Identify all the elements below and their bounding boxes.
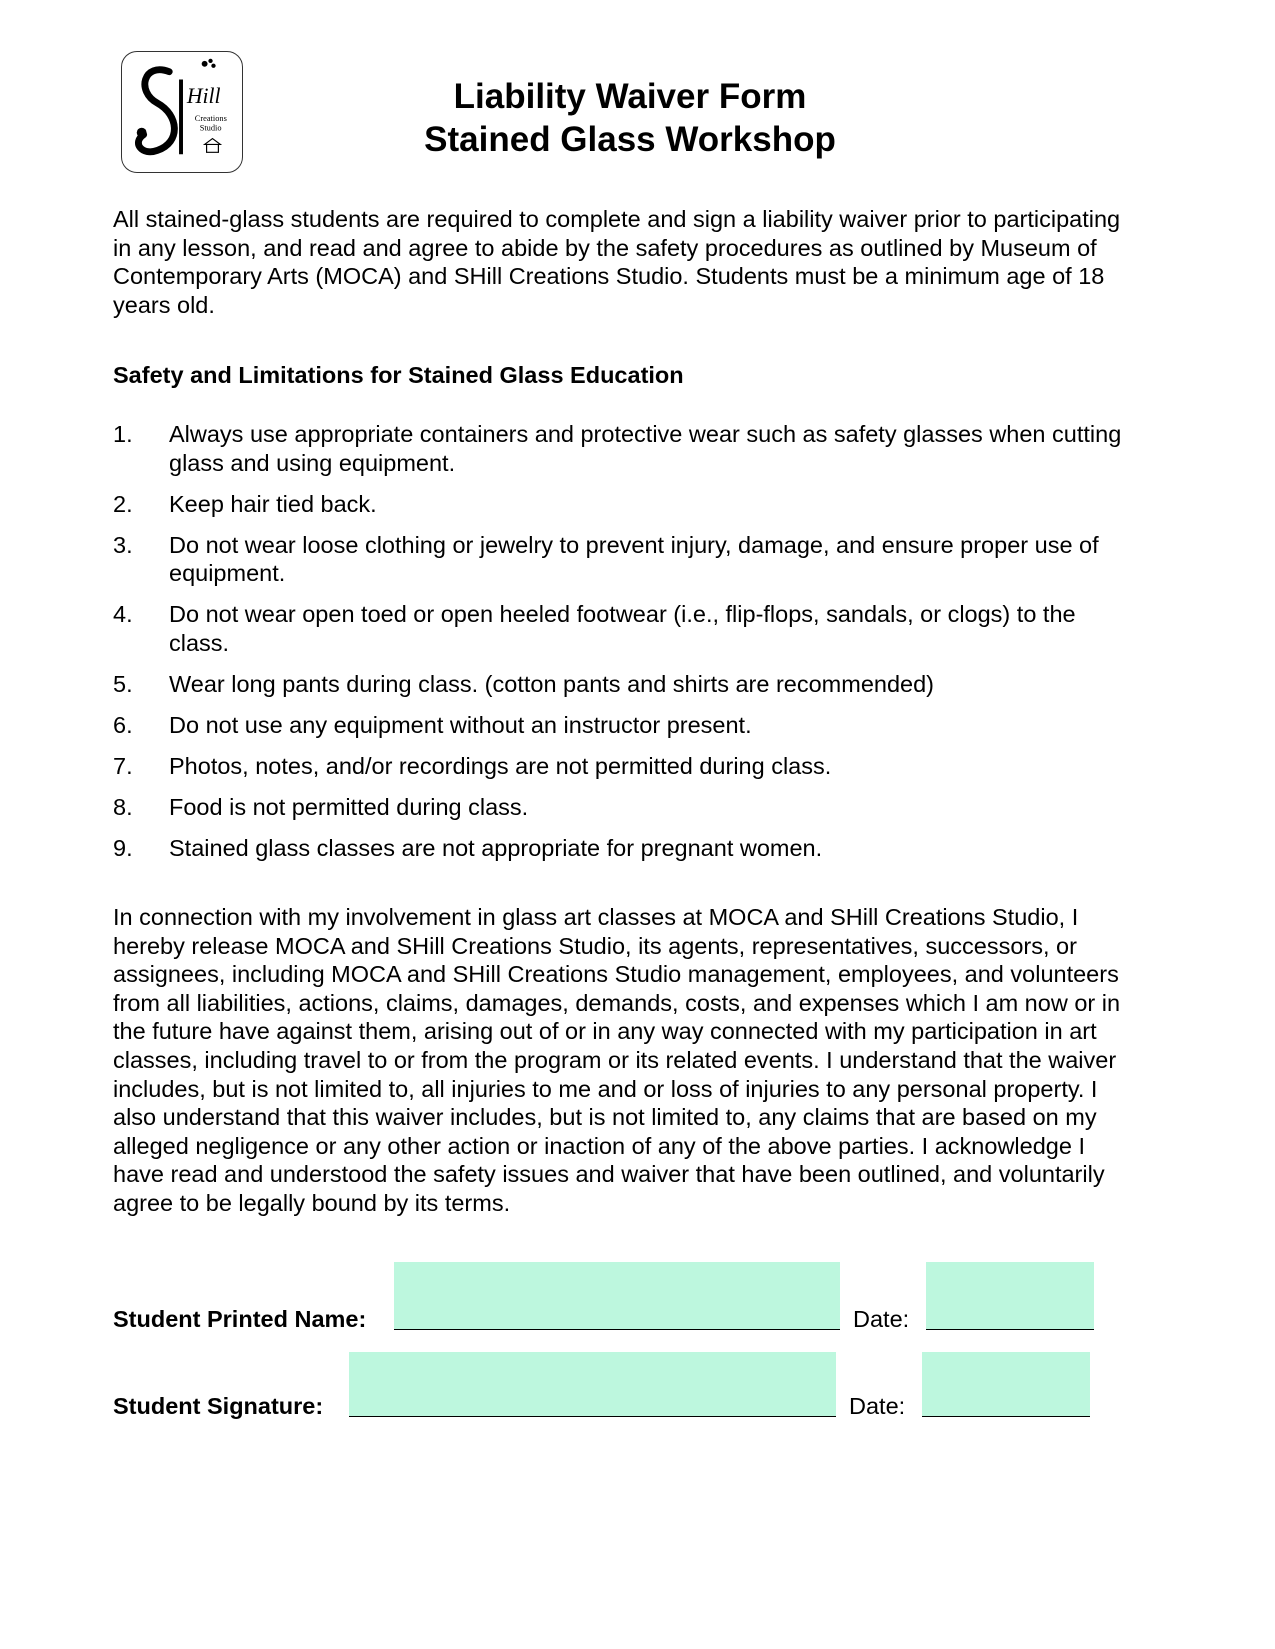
list-item-text: Keep hair tied back. bbox=[169, 490, 377, 517]
list-item-text: Stained glass classes are not appropriate for pregnant women. bbox=[169, 834, 823, 861]
list-item-number: 2. bbox=[113, 490, 133, 517]
logo-text-main: Hill bbox=[186, 84, 221, 109]
list-item bbox=[113, 600, 1123, 657]
list-item-number: 5. bbox=[113, 670, 133, 697]
list-item bbox=[113, 711, 1123, 740]
page-subtitle: Stained Glass Workshop bbox=[424, 120, 836, 159]
list-item-number: 3. bbox=[113, 531, 133, 558]
page-title: Liability Waiver Form bbox=[453, 77, 807, 116]
list-item-text: Do not wear loose clothing or jewelry to prevent injury, damage, and ensure proper use of equipment. bbox=[169, 531, 1099, 587]
studio-logo bbox=[121, 51, 243, 173]
list-item-text: Do not wear open toed or open heeled footwear (i.e., flip-flops, sandals, or clogs) to the class. bbox=[169, 601, 1076, 656]
list-item-number: 7. bbox=[113, 752, 133, 779]
signature-label: Student Signature: bbox=[113, 1393, 324, 1419]
printed-name-field[interactable] bbox=[394, 1262, 840, 1330]
logo-text-sub1: Creations bbox=[194, 113, 227, 123]
list-item bbox=[113, 752, 1123, 781]
date-label: Date: bbox=[853, 1306, 910, 1332]
list-item bbox=[113, 490, 1123, 519]
list-item-number: 8. bbox=[113, 793, 133, 820]
list-item-number: 4. bbox=[113, 601, 133, 628]
logo-graphic bbox=[122, 52, 242, 172]
list-item-text: Wear long pants during class. (cotton pants and shirts are recommended) bbox=[169, 670, 935, 697]
safety-rules-list bbox=[113, 420, 1123, 875]
list-item-number: 6. bbox=[113, 711, 133, 738]
printed-name-label: Student Printed Name: bbox=[113, 1306, 367, 1332]
printed-name-date-field[interactable] bbox=[926, 1262, 1094, 1330]
list-item-text: Photos, notes, and/or recordings are not permitted during class. bbox=[169, 752, 832, 779]
list-item bbox=[113, 420, 1123, 477]
list-item-text: Always use appropriate containers and protective wear such as safety glasses when cutting glass and using equipment. bbox=[169, 421, 1122, 476]
release-paragraph: In connection with my involvement in glass art classes at MOCA and SHill Creations Studio, I hereby release MOCA and SHill Creations Studio, its agents, representatives, successors, or assignees, including MOCA and SHill Creations Studio management, employees, and volunteers from all liabilities, actions, claims, damages, demands, costs, and expenses which I am now or in the future have against them, arising out of or in any way connected with my participation in art classes, including travel to or from the program or its related events. I understand that the waiver includes, but is not limited to, all injuries to me and or loss of injuries to any personal property. I also understand that this waiver includes, but is not limited to, any claims that are based on my alleged negligence or any other action or inaction of any of the above parties. I acknowledge I have read and understood the safety issues and waiver that have been outlined, and voluntarily agree to be legally bound by its terms. bbox=[113, 904, 1121, 1216]
list-item bbox=[113, 834, 1123, 863]
safety-heading: Safety and Limitations for Stained Glass Education bbox=[113, 362, 684, 388]
list-item bbox=[113, 793, 1123, 822]
logo-text-sub2: Studio bbox=[199, 123, 222, 133]
intro-paragraph: All stained-glass students are required to complete and sign a liability waiver prior to participating in any lesson, and read and agree to abide by the safety procedures as outlined by Museum of Contemporary Arts (MOCA) and SHill Creations Studio. Students must be a minimum age of 18 years old. bbox=[113, 206, 1121, 318]
list-item-number: 1. bbox=[113, 421, 133, 447]
signature-field[interactable] bbox=[349, 1352, 836, 1417]
list-item bbox=[113, 531, 1123, 588]
list-item-text: Food is not permitted during class. bbox=[169, 793, 529, 820]
list-item-number: 9. bbox=[113, 834, 133, 861]
list-item bbox=[113, 670, 1123, 699]
signature-date-field[interactable] bbox=[922, 1352, 1090, 1417]
list-item-text: Do not use any equipment without an instructor present. bbox=[169, 711, 752, 738]
date-label: Date: bbox=[849, 1393, 906, 1419]
